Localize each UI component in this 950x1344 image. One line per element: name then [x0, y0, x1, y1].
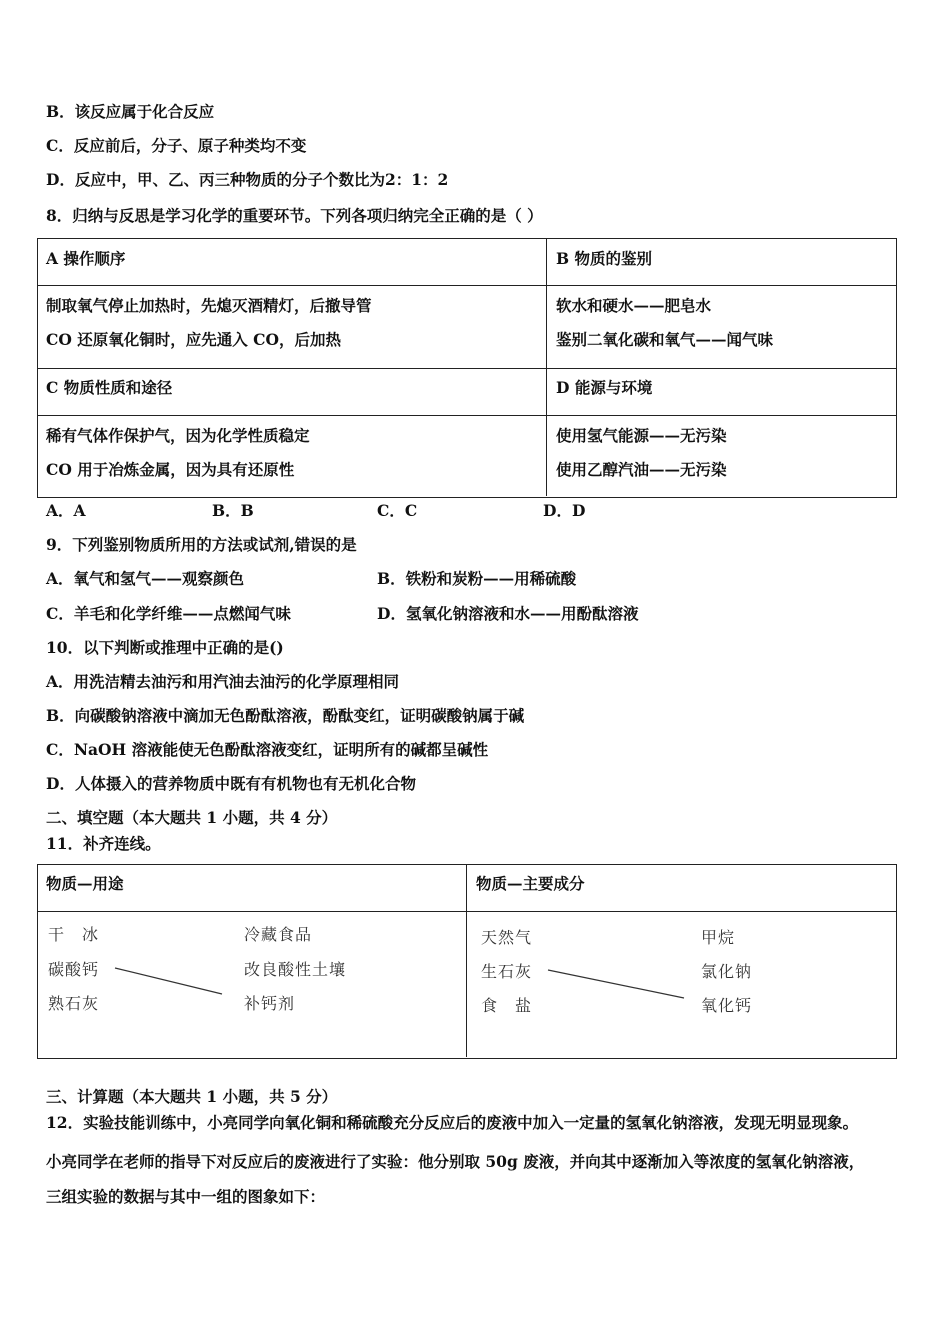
- q9-option-a: A．氧气和氢气——观察颜色: [46, 569, 245, 588]
- q9-option-d: D．氢氧化钠溶液和水——用酚酞溶液: [377, 604, 639, 623]
- q11-right-item-2: 生石灰: [481, 962, 533, 981]
- q11-left-header: 物质—用途: [46, 874, 124, 893]
- q10-option-c: C．NaOH 溶液能使无色酚酞溶液变红，证明所有的碱都呈碱性: [46, 740, 489, 759]
- q8-cell-d-title: D 能源与环境: [556, 378, 653, 397]
- q11-right-item-1: 天然气: [481, 928, 533, 947]
- q12-line-2: 小亮同学在老师的指导下对反应后的废液进行了实验：他分别取 50g 废液，并向其中逐渐加入等浓度的氢氧化钠溶液，: [46, 1152, 865, 1171]
- q8-cell-c-line1: 稀有气体作保护气，因为化学性质稳定: [46, 426, 310, 445]
- q11-right-part-1: 甲烷: [701, 928, 736, 947]
- q8-option-a: A．A: [46, 501, 86, 520]
- q12-line-1: 12．实验技能训练中，小亮同学向氧化铜和稀硫酸充分反应后的废液中加入一定量的氢氧化钠溶液，发现无明显现象。: [46, 1113, 859, 1132]
- q8-cell-a-line2: CO 还原氧化铜时，应先通入 CO，后加热: [46, 330, 341, 349]
- q11-left-use-2: 改良酸性土壤: [244, 960, 347, 979]
- q8-cell-c-title: C 物质性质和途径: [46, 378, 173, 397]
- q11-left-use-1: 冷藏食品: [244, 925, 313, 944]
- q9-option-b: B．铁粉和炭粉——用稀硫酸: [377, 569, 577, 588]
- q10-option-a: A．用洗洁精去油污和用汽油去油污的化学原理相同: [46, 672, 400, 691]
- q11-left-use-3: 补钙剂: [244, 994, 296, 1013]
- q8-cell-b-title: B 物质的鉴别: [556, 249, 652, 268]
- q8-cell-b-line2: 鉴别二氧化碳和氧气——闻气味: [556, 330, 774, 349]
- q8-option-b: B．B: [212, 501, 254, 520]
- q11-line-quicklime-calcium-oxide: [548, 970, 684, 998]
- q11-left-item-3: 熟石灰: [48, 994, 100, 1013]
- q10-stem: 10．以下判断或推理中正确的是(): [46, 638, 284, 657]
- q11-right-header: 物质—主要成分: [476, 874, 585, 893]
- q7-option-d: D．反应中，甲、乙、丙三种物质的分子个数比为2：1：2: [46, 170, 449, 189]
- q8-cell-d-line2: 使用乙醇汽油——无污染: [556, 460, 727, 479]
- section-2-heading: 二、填空题（本大题共 1 小题，共 4 分）: [46, 808, 338, 827]
- q10-option-b: B．向碳酸钠溶液中滴加无色酚酞溶液，酚酞变红，证明碳酸钠属于碱: [46, 706, 525, 725]
- q8-stem: 8．归纳与反思是学习化学的重要环节。下列各项归纳完全正确的是（ ）: [46, 206, 543, 225]
- q11-right-part-2: 氯化钠: [701, 962, 753, 981]
- q12-line-3: 三组实验的数据与其中一组的图象如下：: [46, 1187, 326, 1206]
- q7-option-b: B．该反应属于化合反应: [46, 102, 215, 121]
- q9-stem: 9．下列鉴别物质所用的方法或试剂,错误的是: [46, 535, 357, 554]
- q7-option-c: C．反应前后，分子、原子种类均不变: [46, 136, 307, 155]
- q11-line-calcium-carbonate-supplement: [115, 968, 222, 994]
- q8-option-c: C．C: [377, 501, 418, 520]
- q8-cell-a-line1: 制取氧气停止加热时，先熄灭酒精灯，后撤导管: [46, 296, 372, 315]
- section-3-heading: 三、计算题（本大题共 1 小题，共 5 分）: [46, 1087, 338, 1106]
- q8-cell-d-line1: 使用氢气能源——无污染: [556, 426, 727, 445]
- q9-option-c: C．羊毛和化学纤维——点燃闻气味: [46, 604, 291, 623]
- q11-left-item-1: 干 冰: [48, 925, 100, 944]
- q8-cell-c-line2: CO 用于冶炼金属，因为具有还原性: [46, 460, 295, 479]
- q10-option-d: D．人体摄入的营养物质中既有有机物也有无机化合物: [46, 774, 416, 793]
- q8-cell-a-title: A 操作顺序: [46, 249, 126, 268]
- q11-stem: 11．补齐连线。: [46, 834, 161, 853]
- q11-right-item-3: 食 盐: [481, 996, 533, 1015]
- q8-option-d: D．D: [543, 501, 586, 520]
- q8-cell-b-line1: 软水和硬水——肥皂水: [556, 296, 712, 315]
- q11-right-part-3: 氧化钙: [701, 996, 753, 1015]
- q11-left-item-2: 碳酸钙: [48, 960, 100, 979]
